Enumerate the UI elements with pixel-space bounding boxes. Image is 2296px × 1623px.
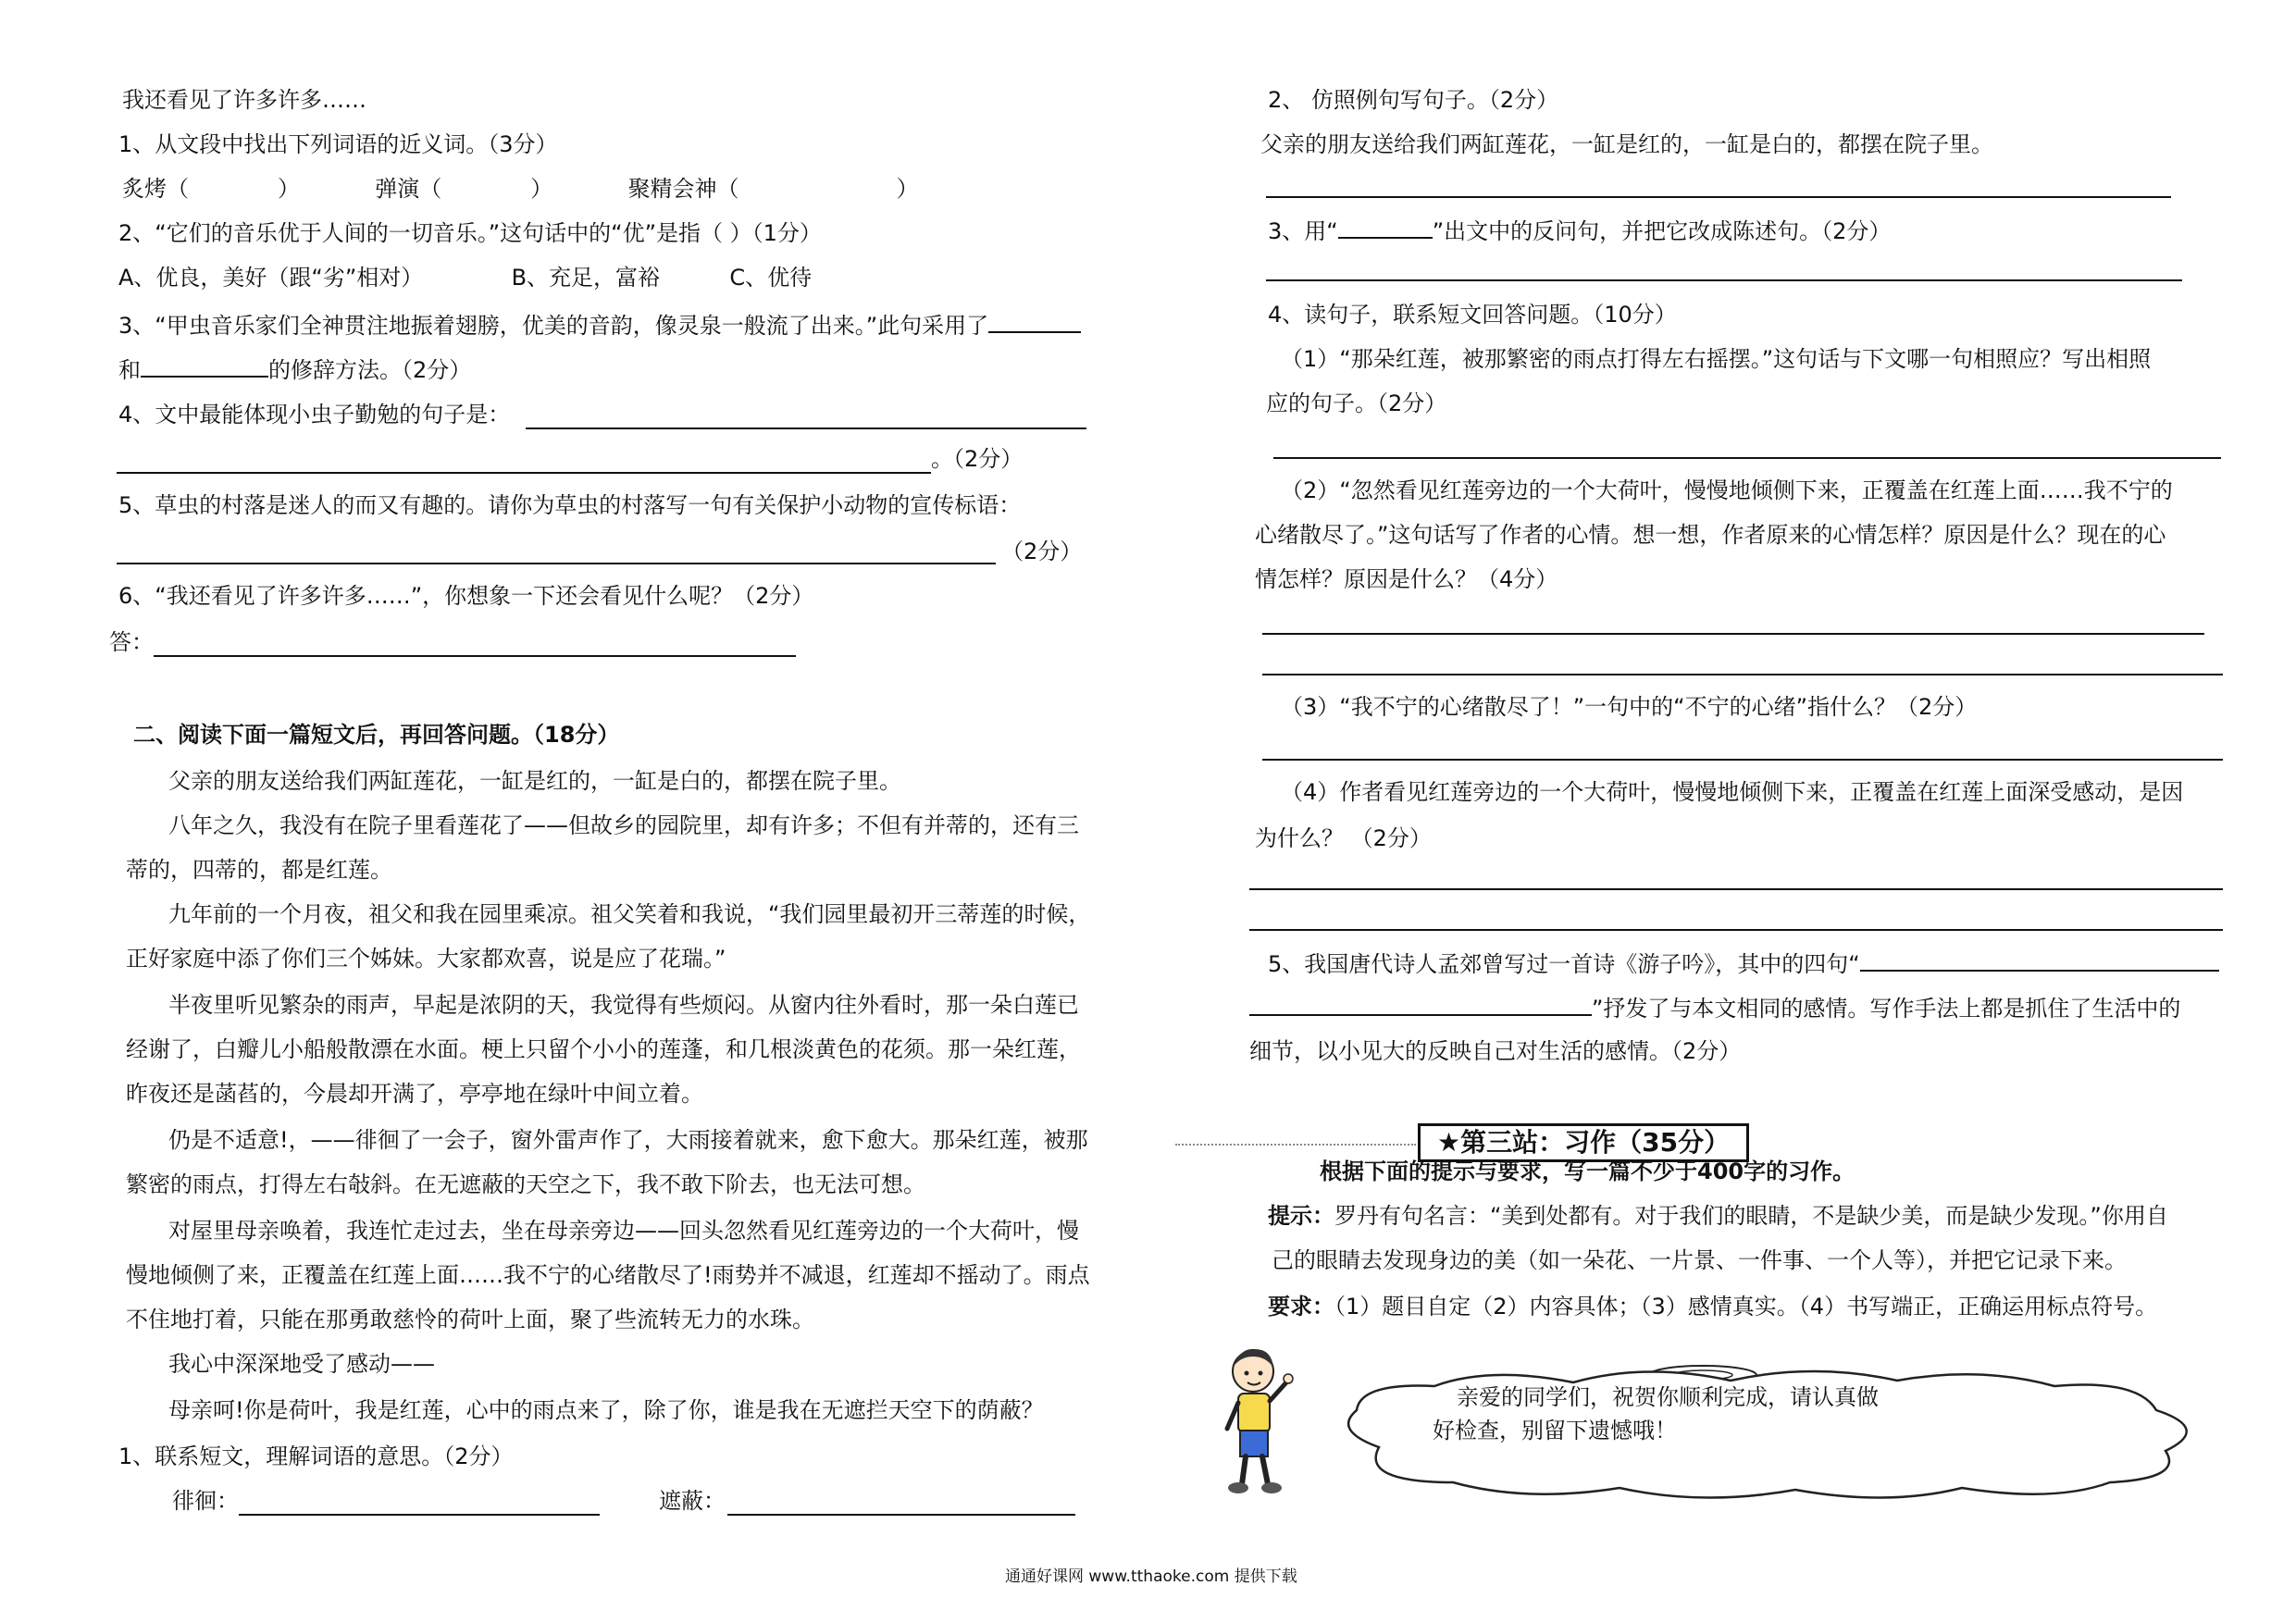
section-3-title: ★第三站：习作（35分）: [1418, 1123, 1749, 1162]
passage-q1-answer-2[interactable]: [727, 1514, 1075, 1516]
r-q4-2-line-2: 心绪散尽了。”这句话写了作者的心情。想一想，作者原来的心情怎样？原因是什么？现在的心: [1255, 522, 2166, 548]
passage-q1-answer-1[interactable]: [239, 1514, 600, 1516]
r-q4-4-line-1: （4）作者看见红莲旁边的一个大荷叶，慢慢地倾侧下来，正覆盖在红莲上面深受感动，是因: [1281, 779, 2184, 805]
cloud-text-line-2: 好检查，别留下遗憾哦！: [1433, 1418, 1677, 1443]
r-q4-2-line-3: 情怎样？原因是什么？（4分）: [1255, 566, 1558, 592]
passage-line: 繁密的雨点，打得左右敧斜。在无遮蔽的天空之下，我不敢下阶去，也无法可想。: [126, 1171, 925, 1197]
r-q4-4-answer-line-1[interactable]: [1249, 888, 2223, 890]
q4-answer-line-1[interactable]: [526, 427, 1086, 429]
passage-line: 父亲的朋友送给我们两缸莲花，一缸是红的，一缸是白的，都摆在院子里。: [168, 768, 901, 794]
q2-text: 2、“它们的音乐优于人间的一切音乐。”这句话中的“优”是指（ ）（1分）: [118, 220, 822, 246]
passage-q1-word-1: 徘徊：: [172, 1488, 239, 1514]
hint-line-2: 己的眼睛去发现身边的美（如一朵花、一片景、一件事、一个人等），并把它记录下来。: [1272, 1247, 2127, 1273]
word-2: 弹演（: [375, 176, 442, 202]
r-q5-line-3: 细节，以小见大的反映自己对生活的感情。（2分）: [1249, 1038, 1742, 1064]
r-q5-blank-2[interactable]: [1249, 992, 1592, 1016]
passage-line: 仍是不适意!，——徘徊了一会子，窗外雷声作了，大雨接着就来，愈下愈大。那朵红莲，被那: [168, 1127, 1088, 1153]
q2-options: [118, 263, 812, 292]
passage-line: 对屋里母亲唤着，我连忙走过去，坐在母亲旁边——回头忽然看见红莲旁边的一个大荷叶，慢: [168, 1218, 1079, 1244]
passage-line: 蒂的，四蒂的，都是红莲。: [126, 857, 392, 883]
r-q3-start: 3、用“: [1268, 218, 1338, 244]
r-q5-blank-1[interactable]: [1860, 948, 2219, 972]
q5-answer-line[interactable]: [117, 563, 996, 564]
passage-line: 慢地倾侧了来，正覆盖在红莲上面……我不宁的心绪散尽了!雨势并不减退，红莲却不摇动了。雨点: [126, 1262, 1090, 1288]
passage-line: 半夜里听见繁杂的雨声，早起是浓阴的天，我觉得有些烦闷。从窗内往外看时，那一朵白莲已: [168, 992, 1079, 1018]
q1-text: 1、从文段中找出下列词语的近义词。（3分）: [118, 131, 558, 157]
r-q4-1-line-1: （1）“那朵红莲，被那繁密的雨点打得左右摇摆。”这句话与下文哪一句相照应？写出相照: [1281, 346, 2152, 372]
r-q4-2-answer-line-1[interactable]: [1262, 633, 2204, 635]
q3-end: 的修辞方法。（2分）: [268, 357, 472, 383]
q3-blank-2[interactable]: [141, 353, 268, 378]
r-q5-start: 5、我国唐代诗人孟郊曾写过一首诗《游子吟》，其中的四句“: [1268, 951, 1860, 977]
passage-line: 不住地打着，只能在那勇敢慈怜的荷叶上面，聚了些流转无力的水珠。: [126, 1307, 814, 1332]
passage-line: 九年前的一个月夜，祖父和我在园里乘凉。祖父笑着和我说，“我们园里最初开三蒂莲的时候，: [168, 901, 1091, 927]
requirement-line: [1268, 1292, 2157, 1321]
option-b[interactable]: B、充足，富裕: [511, 265, 661, 291]
q4-answer-line-2[interactable]: [117, 472, 931, 474]
requirement-label: 要求：: [1268, 1294, 1334, 1319]
r-q4-4-answer-line-2[interactable]: [1249, 929, 2223, 931]
word-3-end: ）: [896, 176, 919, 202]
section-3-requirement: 根据下面的提示与要求，写一篇不少于400字的习作。: [1320, 1158, 1855, 1184]
q3-and: 和: [118, 357, 141, 383]
hint-line-1: [1268, 1201, 2168, 1231]
r-q4-1-line-2: 应的句子。（2分）: [1266, 390, 1447, 416]
word-2-end: ）: [530, 176, 553, 202]
r-q5-mid: ”抒发了与本文相同的感情。写作手法上都是抓住了生活中的: [1592, 996, 2181, 1022]
passage-q1-text: 1、联系短文，理解词语的意思。（2分）: [118, 1443, 514, 1469]
q3-text: [118, 309, 1081, 341]
r-q4-2-answer-line-2[interactable]: [1262, 674, 2223, 675]
r-q3-blank[interactable]: [1338, 215, 1433, 239]
r-q3-answer-line[interactable]: [1266, 279, 2182, 281]
r-q3-text: [1268, 215, 1891, 246]
r-q3-end: ”出文中的反问句，并把它改成陈述句。（2分）: [1432, 218, 1892, 244]
footer-text: 通通好课网 www.tthaoke.com 提供下载: [1005, 1567, 1297, 1586]
q4-text: 4、文中最能体现小虫子勤勉的句子是：: [118, 402, 511, 427]
word-1: 炙烤（: [122, 176, 189, 202]
r-q4-3-answer-line[interactable]: [1262, 759, 2223, 761]
r-q5-line-2: [1249, 992, 2180, 1023]
cloud-text-line-1: 亲爱的同学们，祝贺你顺利完成，请认真做: [1457, 1384, 1879, 1410]
r-q4-4-line-2: 为什么？ （2分）: [1255, 825, 1432, 851]
q3-blank-1[interactable]: [988, 309, 1081, 333]
q5-text: 5、草虫的村落是迷人的而又有趣的。请你为草虫的村落写一句有关保护小动物的宣传标语：: [118, 492, 1022, 518]
r-q4-1-answer-line[interactable]: [1273, 457, 2221, 459]
hint-label: 提示：: [1268, 1203, 1334, 1229]
option-a[interactable]: A、优良，美好（跟“劣”相对）: [118, 265, 424, 291]
option-c[interactable]: C、优待: [729, 265, 813, 291]
q6-answer-line[interactable]: [154, 655, 796, 657]
requirement-text: （1）题目自定（2）内容具体；（3）感情真实。（4）书写端正，正确运用标点符号。: [1334, 1294, 2158, 1319]
passage-line: 八年之久，我没有在院子里看莲花了——但故乡的园院里，却有许多；不但有并蒂的，还有三: [168, 812, 1079, 838]
q6-text: 6、“我还看见了许多许多……”，你想象一下还会看见什么呢？（2分）: [118, 583, 814, 609]
r-q2-text: 2、 仿照例句写句子。（2分）: [1268, 87, 1559, 113]
section-3-divider: [1175, 1144, 1416, 1146]
passage-q1-word-2: 遮蔽：: [659, 1488, 726, 1514]
q5-end: （2分）: [1001, 539, 1083, 564]
q3-main: 3、“甲虫音乐家们全神贯注地振着翅膀，优美的音韵，像灵泉一般流了出来。”此句采用了: [118, 313, 989, 339]
q4-end: 。（2分）: [931, 446, 1024, 472]
r-q5-line-1: [1268, 948, 2219, 979]
passage-line: 我心中深深地受了感动——: [168, 1351, 435, 1377]
word-3: 聚精会神（: [627, 176, 739, 202]
word-1-end: ）: [278, 176, 300, 202]
r-q4-text: 4、读句子，联系短文回答问题。（10分）: [1268, 302, 1677, 328]
q1-word-list: [122, 174, 919, 204]
student-figure-icon: [1212, 1342, 1305, 1499]
r-q2-answer-line[interactable]: [1266, 196, 2171, 198]
passage-line: 经谢了，白瓣儿小船般散漂在水面。梗上只留个小小的莲蓬，和几根淡黄色的花须。那一朵红莲，: [126, 1036, 1081, 1062]
q3-text-2: [118, 353, 471, 385]
r-q4-2-line-1: （2）“忽然看见红莲旁边的一个大荷叶，慢慢地倾侧下来，正覆盖在红莲上面……我不宁的: [1281, 477, 2173, 503]
passage-line: 昨夜还是菡萏的，今晨却开满了，亭亭地在绿叶中间立着。: [126, 1081, 703, 1107]
intro-line: 我还看见了许多许多……: [122, 87, 366, 113]
r-q2-example: 父亲的朋友送给我们两缸莲花，一缸是红的，一缸是白的，都摆在院子里。: [1260, 131, 1993, 157]
q6-answer-label: 答：: [109, 629, 154, 655]
passage-line: 正好家庭中添了你们三个姊妹。大家都欢喜，说是应了花瑞。”: [126, 946, 726, 972]
passage-line: 母亲呵!你是荷叶，我是红莲，心中的雨点来了，除了你，谁是我在无遮拦天空下的荫蔽？: [168, 1397, 1044, 1423]
r-q4-3-line: （3）“我不宁的心绪散尽了！”一句中的“不宁的心绪”指什么？（2分）: [1281, 694, 1978, 720]
hint-text-1: 罗丹有句名言：“美到处都有。对于我们的眼睛，不是缺少美，而是缺少发现。”你用自: [1334, 1203, 2168, 1229]
section-2-title: 二、阅读下面一篇短文后，再回答问题。（18分）: [133, 722, 620, 748]
